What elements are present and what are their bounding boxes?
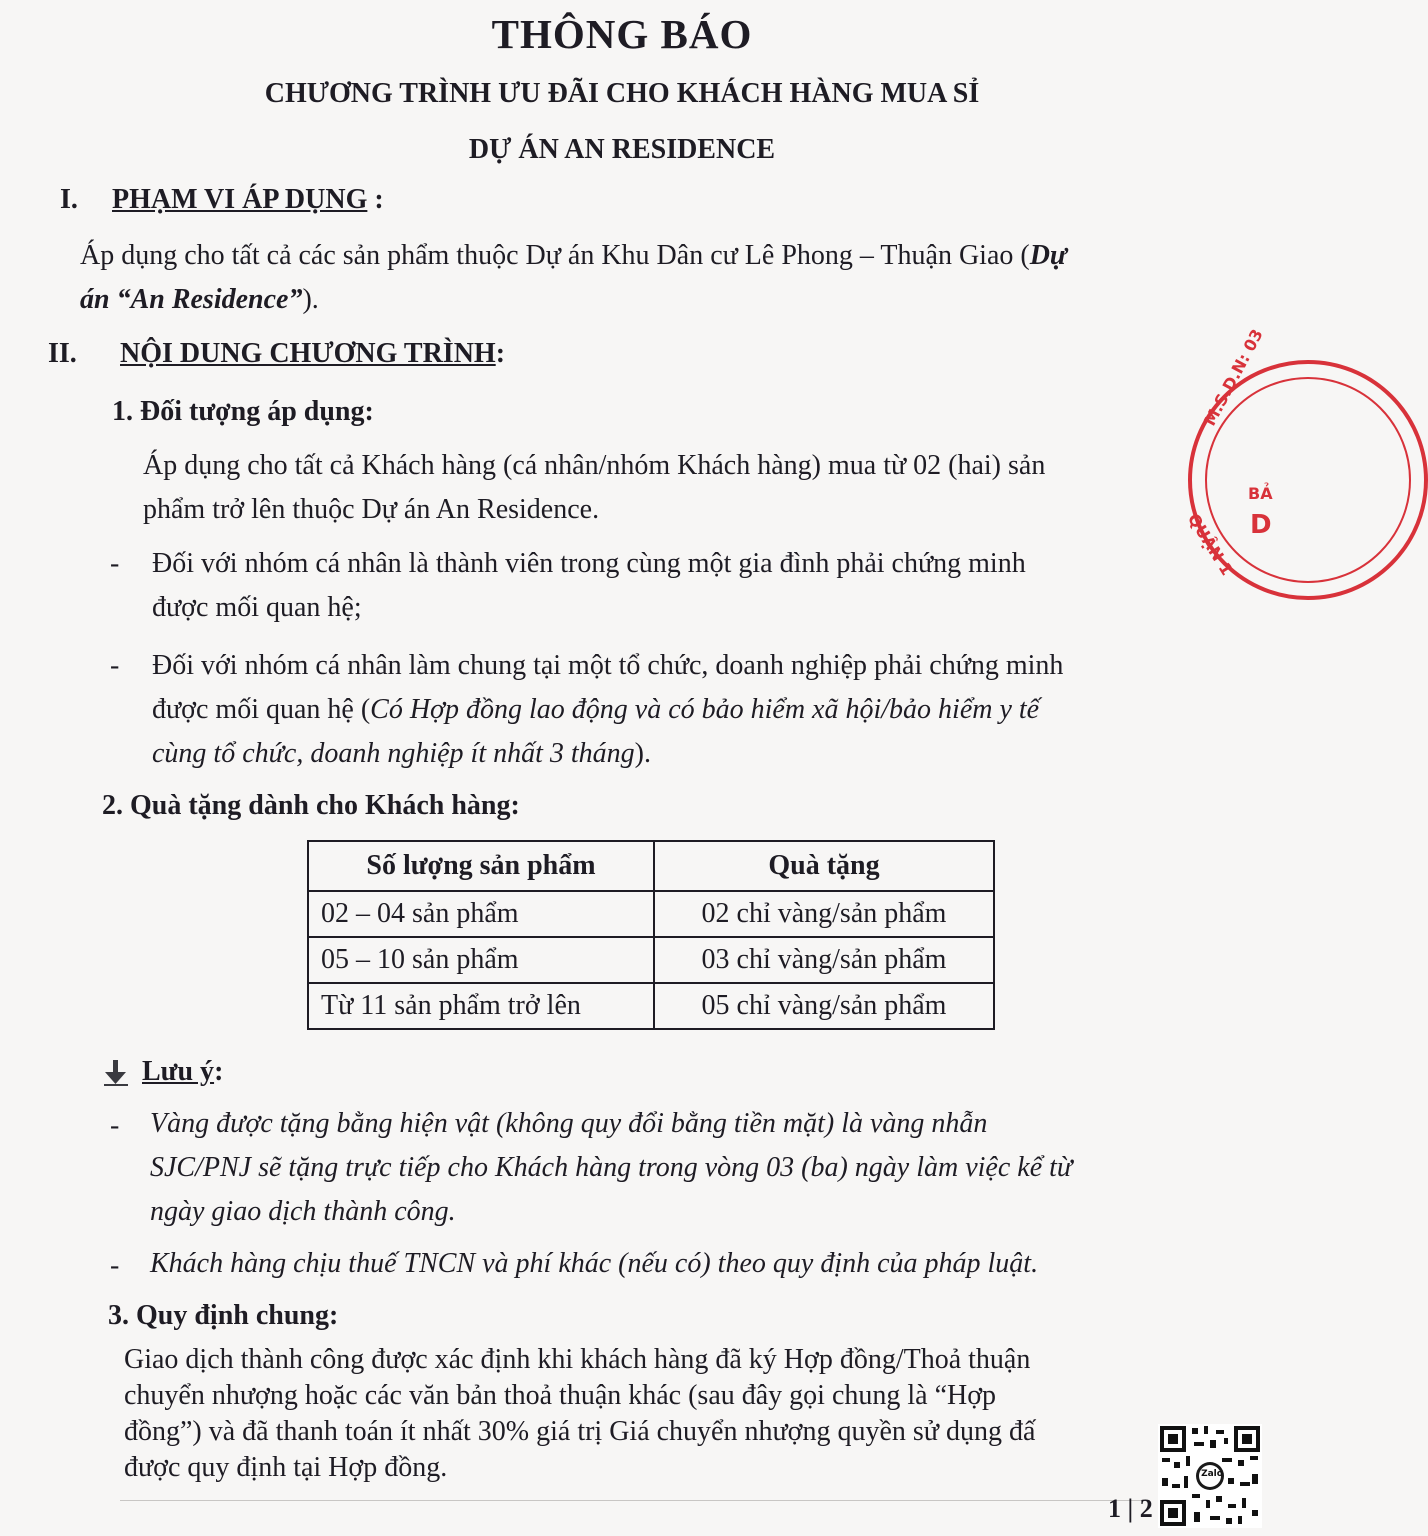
section-number: I. (60, 184, 78, 215)
stamp-text-big: D (1250, 510, 1272, 540)
bullet-dash: - (110, 650, 120, 681)
stamp-text-top: M.S.D.N: 03 (1200, 325, 1267, 429)
table-cell: 02 – 04 sản phẩm (308, 891, 654, 937)
section-1-heading: I. PHẠM VI ÁP DỤNG : (60, 184, 384, 215)
bullet-organization: Đối với nhóm cá nhân làm chung tại một tổ chức, doanh nghiệp phải chứng minh được mối quan hệ (Có Hợp đồng lao động và có bảo hiểm xã hội/bảo hiểm y tế cùng tổ chức, doanh nghiệp ít nhất 3 tháng). (152, 650, 1064, 769)
stamp-text-left: QUẬN 1 (1183, 510, 1237, 579)
bullet-family: Đối với nhóm cá nhân là thành viên trong cùng một gia đình phải chứng minh được mối quan hệ; (152, 548, 1026, 623)
section-label: NỘI DUNG CHƯƠNG TRÌNH (120, 338, 496, 369)
subsection-2-heading: 2. Quà tặng dành cho Khách hàng: (102, 790, 520, 821)
document-title: THÔNG BÁO (491, 11, 753, 57)
section-2-heading: II. NỘI DUNG CHƯƠNG TRÌNH: (48, 338, 506, 369)
table-cell: Từ 11 sản phẩm trở lên (308, 983, 654, 1029)
table-row (308, 937, 994, 983)
note-label: Lưu ý (142, 1056, 215, 1087)
note-gold: Vàng được tặng bằng hiện vật (không quy đổi bằng tiền mặt) là vàng nhẫn SJC/PNJ sẽ tặng trực tiếp cho Khách hàng trong vòng 03 (ba) ngày làm việc kể từ ngày giao dịch thành công. (150, 1108, 1073, 1227)
arrow-down-icon (102, 1058, 132, 1088)
bullet-dash: - (110, 548, 120, 579)
page-number: 1 | 2 (1108, 1494, 1153, 1523)
table-header: Số lượng sản phẩm (308, 841, 654, 891)
table-header-row (308, 841, 994, 891)
document-subtitle: CHƯƠNG TRÌNH ƯU ĐÃI CHO KHÁCH HÀNG MUA SỈ (264, 78, 980, 109)
subsection-1-intro: Áp dụng cho tất cả Khách hàng (cá nhân/nhóm Khách hàng) mua từ 02 (hai) sản phẩm trở lên thuộc Dự án An Residence. (143, 450, 1046, 525)
project-name: DỰ ÁN AN RESIDENCE (468, 134, 776, 165)
table-row (308, 891, 994, 937)
table-row (308, 983, 994, 1029)
section-number: II. (48, 338, 77, 369)
table-cell: 03 chỉ vàng/sản phẩm (654, 937, 994, 983)
subsection-3-heading: 3. Quy định chung: (108, 1300, 339, 1331)
section-label: PHẠM VI ÁP DỤNG (112, 184, 368, 215)
note-tax: Khách hàng chịu thuế TNCN và phí khác (nếu có) theo quy định của pháp luật. (150, 1248, 1039, 1279)
company-stamp-inner-ring (1205, 377, 1411, 583)
note-heading: Lưu ý: (142, 1056, 224, 1087)
section-1-text: Áp dụng cho tất cả các sản phẩm thuộc Dự án Khu Dân cư Lê Phong – Thuận Giao (Dự án “An Residence”). (80, 240, 1067, 315)
table-cell: 02 chỉ vàng/sản phẩm (654, 891, 994, 937)
subsection-1-heading: 1. Đối tượng áp dụng: (112, 396, 374, 427)
subsection-3-text: Giao dịch thành công được xác định khi khách hàng đã ký Hợp đồng/Thoả thuận chuyển nhượng hoặc các văn bản thoả thuận khác (sau đây gọi chung là “Hợp đồng”) và đã thanh toán ít nhất 30% giá trị Giá chuyển nhượng quyền sử dụng đấ được quy định tại Hợp đồng. (124, 1344, 1036, 1483)
gift-table (307, 840, 995, 1030)
table-header: Quà tặng (654, 841, 994, 891)
bullet-dash: - (110, 1250, 120, 1281)
stamp-text-mid: BẢ (1248, 484, 1273, 503)
table-cell: 05 chỉ vàng/sản phẩm (654, 983, 994, 1029)
table-cell: 05 – 10 sản phẩm (308, 937, 654, 983)
bullet-dash: - (110, 1110, 120, 1141)
qr-label: Zalo (1201, 1469, 1223, 1479)
footer-divider (120, 1500, 1150, 1501)
